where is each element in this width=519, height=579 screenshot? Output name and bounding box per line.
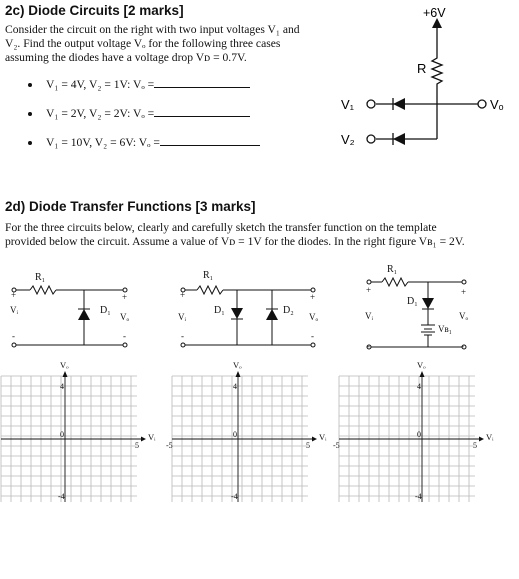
c1-plus: +	[11, 290, 17, 300]
tick-label: -4	[231, 492, 238, 501]
c3-plus: +	[366, 285, 372, 295]
c1-r1-label: R₁	[35, 272, 46, 283]
y-axis-arrow-icon	[63, 371, 68, 377]
tick-label: 4	[417, 382, 421, 391]
c1-minus: -	[12, 331, 15, 341]
c1-out-plus: +	[122, 292, 128, 302]
c2-vi-label: Vᵢ	[178, 312, 186, 322]
section-2d-line-1: For the three circuits below, clearly and carefully sketch the transfer function on the template	[5, 221, 437, 234]
vo-label: Vₒ	[490, 97, 504, 112]
tick-label: 4	[233, 382, 237, 391]
resistor-label: R	[417, 61, 427, 76]
tick-label: -5	[166, 441, 173, 450]
c2-d1-label: D₁	[214, 305, 225, 316]
case-3-text: V₁ = 10V, V₂ = 6V: Vₒ =	[46, 136, 160, 149]
c1-vi-label: Vᵢ	[10, 305, 18, 315]
c2-out-minus: -	[311, 331, 314, 341]
case-2-text: V₁ = 2V, V₂ = 2V: Vₒ =	[46, 107, 155, 120]
tick-label: 0	[233, 430, 237, 439]
c3-vi-label: Vᵢ	[365, 311, 373, 321]
transfer-graph-2	[166, 360, 327, 502]
supply-label: +6V	[423, 6, 446, 20]
tick-label: 5	[135, 441, 139, 450]
c1-d1-label: D₁	[100, 305, 111, 316]
case-1-text: V₁ = 4V, V₂ = 1V: Vₒ =	[46, 78, 155, 91]
section-2d-line-2: provided below the circuit. Assume a value of Vᴅ = 1V for the diodes. In the right figure Vʙ₁ = 2V.	[5, 235, 465, 248]
vi-axis-label: Vᵢ	[148, 432, 156, 442]
tick-label: -4	[58, 492, 65, 501]
c3-out-minus: -	[461, 341, 464, 351]
y-axis-arrow-icon	[236, 371, 241, 377]
section-2c-line-1: Consider the circuit on the right with two input voltages V₁ and	[5, 23, 300, 36]
c3-minus: -	[367, 341, 370, 351]
c3-vo-label: Vₒ	[459, 311, 469, 321]
c3-d1-label: D₁	[407, 296, 418, 307]
c3-vb1-label: Vʙ₁	[438, 324, 452, 334]
c3-out-plus: +	[461, 287, 467, 297]
section-2d-title: 2d) Diode Transfer Functions [3 marks]	[5, 199, 256, 214]
tick-label: -5	[333, 441, 340, 450]
c2-minus: -	[181, 331, 184, 341]
c2-vo-label: Vₒ	[309, 312, 319, 322]
vi-axis-label: Vᵢ	[486, 432, 494, 442]
c2-r1-label: R₁	[203, 270, 214, 281]
v1-label: V₁	[341, 97, 355, 112]
transfer-graph-1	[1, 360, 156, 502]
c2-d2-label: D₂	[283, 305, 294, 316]
c1-vo-label: Vₒ	[120, 312, 130, 322]
x-axis-arrow-icon	[141, 437, 146, 442]
tick-label: 5	[306, 441, 310, 450]
vo-axis-label: Vₒ	[60, 360, 69, 370]
vo-axis-label: Vₒ	[233, 360, 242, 370]
vo-axis-label: Vₒ	[417, 360, 426, 370]
transfer-graph-3	[333, 360, 494, 502]
tick-label: 5	[473, 441, 477, 450]
c3-r1-label: R₁	[387, 264, 398, 275]
x-axis-arrow-icon	[312, 437, 317, 442]
section-2c-line-2: V₂. Find the output voltage Vₒ for the following three cases	[5, 37, 281, 50]
c1-out-minus: -	[123, 331, 126, 341]
vi-axis-label: Vᵢ	[319, 432, 327, 442]
c2-out-plus: +	[310, 292, 316, 302]
y-axis-arrow-icon	[420, 371, 425, 377]
tick-label: -4	[415, 492, 422, 501]
x-axis-arrow-icon	[479, 437, 484, 442]
tick-label: 0	[60, 430, 64, 439]
section-2c-title: 2c) Diode Circuits [2 marks]	[5, 3, 184, 18]
section-2c-line-3: assuming the diodes have a voltage drop Vᴅ = 0.7V.	[5, 51, 247, 64]
c2-plus: +	[180, 290, 186, 300]
tick-label: 0	[417, 430, 421, 439]
v2-label: V₂	[341, 132, 355, 147]
tick-label: 4	[60, 382, 64, 391]
